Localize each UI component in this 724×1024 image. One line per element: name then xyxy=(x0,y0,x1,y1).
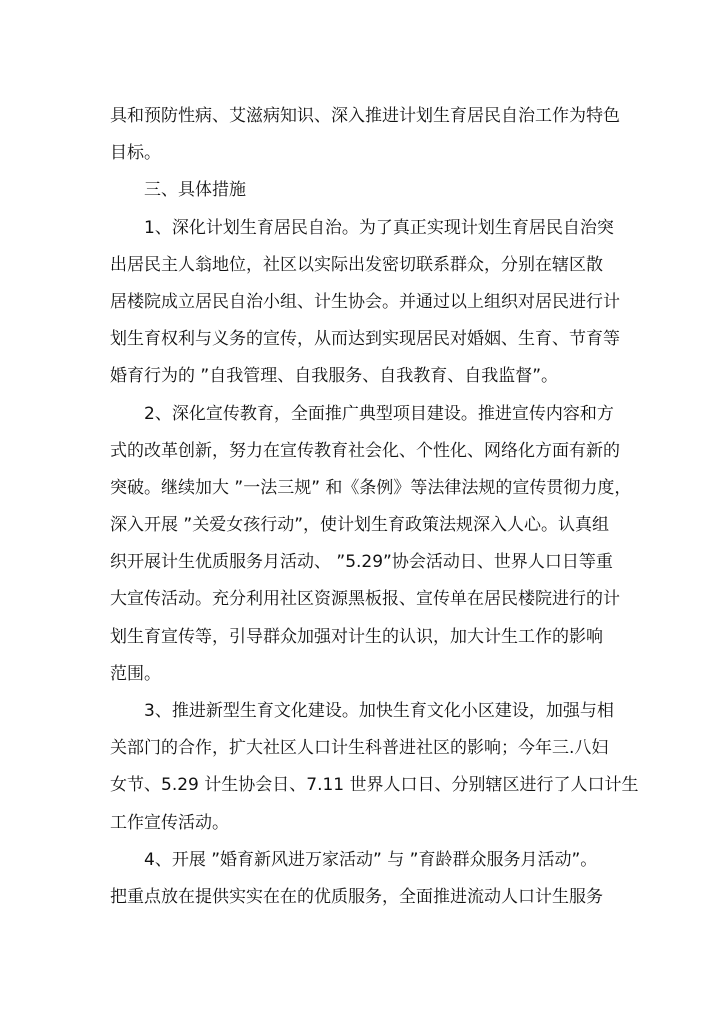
body-line: 式的改革创新，努力在宣传教育社会化、个性化、网络化方面有新的 xyxy=(110,440,620,461)
body-line: 婚育行为的 ”自我管理、自我服务、自我教育、自我监督”。 xyxy=(110,366,559,387)
body-line: 2、深化宣传教育，全面推广典型项目建设。推进宣传内容和方 xyxy=(144,403,614,424)
body-line: 深入开展 ”关爱女孩行动”，使计划生育政策法规深入人心。认真组 xyxy=(110,515,610,536)
body-line: 1、深化计划生育居民自治。为了真正实现计划生育居民自治突 xyxy=(144,217,614,238)
body-line: 出居民主人翁地位，社区以实际出发密切联系群众，分别在辖区散 xyxy=(110,254,603,275)
body-line: 工作宣传活动。 xyxy=(110,812,229,833)
document-body xyxy=(110,98,639,916)
body-line: 女节、5.29 计生协会日、7.11 世界人口日、分别辖区进行了人口计生 xyxy=(110,775,639,796)
body-line: 把重点放在提供实实在在的优质服务，全面推进流动人口计生服务 xyxy=(110,886,603,907)
body-line: 范围。 xyxy=(110,663,161,684)
body-line: 具和预防性病、艾滋病知识、深入推进计划生育居民自治工作为特色 xyxy=(110,106,620,126)
body-line: 突破。继续加大 ”一法三规” 和《条例》等法律法规的宣传贯彻力度， xyxy=(110,477,632,498)
section-heading: 三、具体措施 xyxy=(144,180,246,201)
body-line: 划生育权利与义务的宣传，从而达到实现居民对婚姻、生育、节育等 xyxy=(110,329,620,350)
body-line: 关部门的合作，扩大社区人口计生科普进社区的影响；今年三.八妇 xyxy=(110,738,609,759)
body-line: 4、开展 ”婚育新风进万家活动” 与 ”育龄群众服务月活动”。 xyxy=(144,849,598,870)
body-line: 3、推进新型生育文化建设。加快生育文化小区建设，加强与相 xyxy=(144,701,614,721)
body-line: 织开展计生优质服务月活动、 ”5.29”协会活动日、世界人口日等重 xyxy=(110,552,613,573)
body-line: 居楼院成立居民自治小组、计生协会。并通过以上组织对居民进行计 xyxy=(110,291,620,312)
body-line: 目标。 xyxy=(110,143,161,164)
body-line: 大宣传活动。充分利用社区资源黑板报、宣传单在居民楼院进行的计 xyxy=(110,589,620,610)
body-line: 划生育宣传等，引导群众加强对计生的认识，加大计生工作的影响 xyxy=(110,626,603,647)
